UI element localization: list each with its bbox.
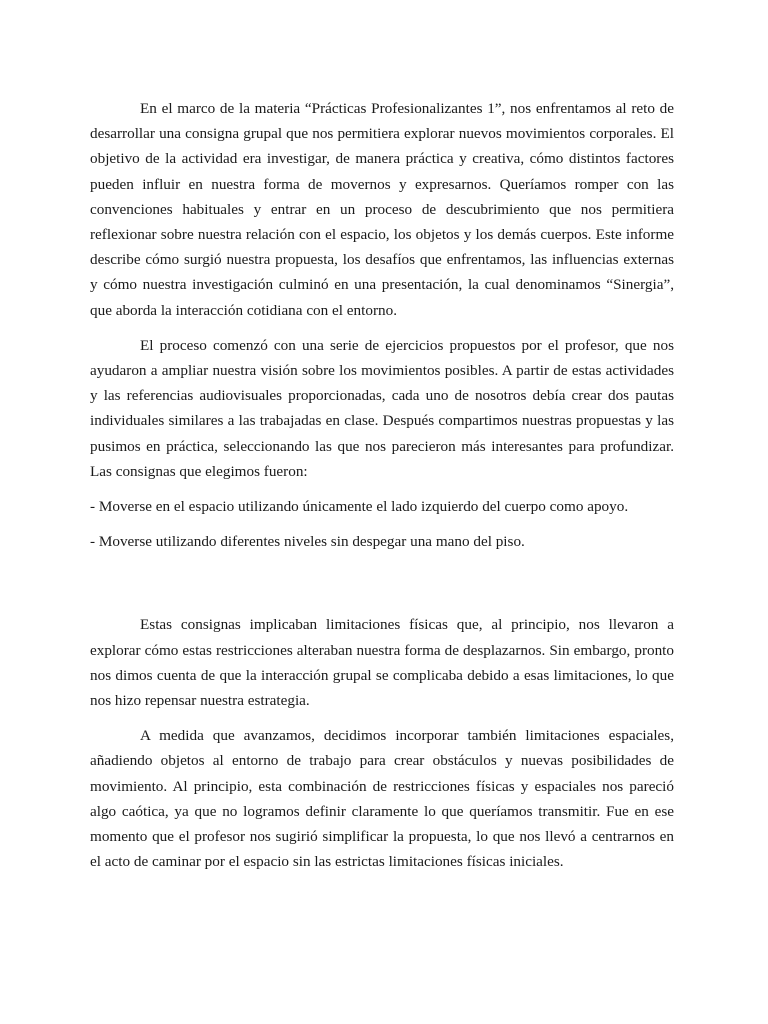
paragraph-process: El proceso comenzó con una serie de ejercicios propuestos por el profesor, que nos ayudaron a ampliar nuestra visión sobre los movimientos posibles. A partir de estas actividades y las referencias audiovisuales proporcionadas, cada uno de nosotros debía crear dos pautas individuales similares a las trabajadas en clase. Después compartimos nuestras propuestas y las pusimos en práctica, seleccionando las que nos parecieron más interesantes para profundizar. Las consignas que elegimos fueron: bbox=[90, 336, 674, 480]
paragraph-limitations: Estas consignas implicaban limitaciones físicas que, al principio, nos llevaron a explorar cómo estas restricciones alteraban nuestra forma de desplazarnos. Sin embargo, pronto nos dimos cuenta de que la interacción grupal se complicaba debido a esas limitaciones, lo que nos hizo repensar nuestra estrategia. bbox=[90, 616, 674, 710]
list-item-consigna-2: - Moverse utilizando diferentes niveles sin despegar una mano del piso. bbox=[90, 533, 525, 551]
blank-space bbox=[90, 564, 674, 612]
paragraph-spatial: A medida que avanzamos, decidimos incorporar también limitaciones espaciales, añadiendo objetos al entorno de trabajo para crear obstáculos y nuevas posibilidades de movimiento. Al principio, esta combinación de restricciones físicas y espaciales nos pareció algo caótica, ya que no logramos definir claramente lo que queríamos transmitir. Fue en ese momento que el profesor nos sugirió simplificar la propuesta, lo que nos llevó a centrarnos en el acto de caminar por el espacio sin las estrictas limitaciones físicas iniciales. bbox=[90, 727, 674, 871]
paragraph-intro: En el marco de la materia “Prácticas Profesionalizantes 1”, nos enfrentamos al reto de desarrollar una consigna grupal que nos permitiera explorar nuevos movimientos corporales. El objetivo de la actividad era investigar, de manera práctica y creativa, cómo distintos factores pueden influir en nuestra forma de movernos y expresarnos. Queríamos romper con las convenciones habituales y entrar en un proceso de descubrimiento que nos permitiera reflexionar sobre nuestra relación con el espacio, los objetos y los demás cuerpos. Este informe describe cómo surgió nuestra propuesta, los desafíos que enfrentamos, las influencias externas y cómo nuestra investigación culminó en una presentación, la cual denominamos “Sinergia”, que aborda la interacción cotidiana con el entorno. bbox=[90, 100, 674, 319]
document-body bbox=[90, 96, 674, 884]
list-item-consigna-1: - Moverse en el espacio utilizando únicamente el lado izquierdo del cuerpo como apoyo. bbox=[90, 498, 629, 516]
